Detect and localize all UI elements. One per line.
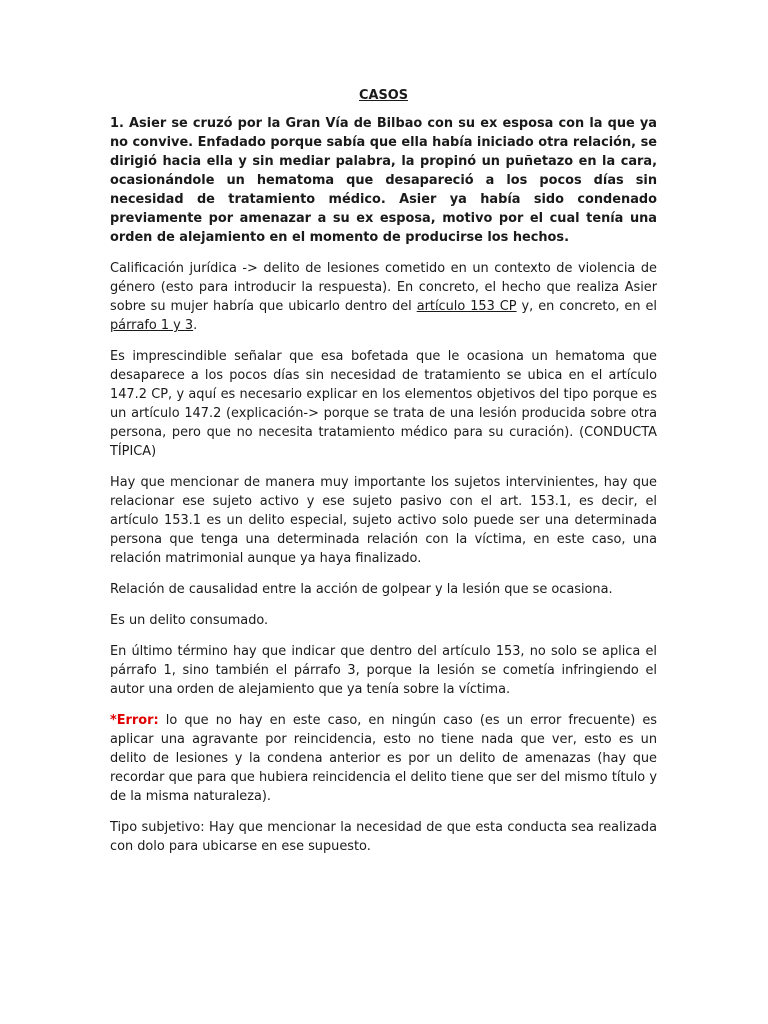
calificacion-text-1: Calificación jurídica -> delito de lesiones cometido en un contexto de violencia de género (esto para introducir la respuesta). En concreto, el hecho que realiza Asier sobre su mujer habría que ubicarlo dentro del: [110, 261, 657, 314]
sujetos-paragraph: Hay que mencionar de manera muy importante los sujetos intervinientes, hay que relacionar ese sujeto activo y ese sujeto pasivo con el art. 153.1, es decir, el artículo 153.1 es un delito especial, sujeto activo solo puede ser una determinada persona que tenga una determinada relación con la víctima, en este caso, una relación matrimonial aunque ya haya finalizado.: [110, 475, 657, 566]
calificacion-paragraph: [110, 259, 657, 335]
tipo-subjetivo-paragraph: Tipo subjetivo: Hay que mencionar la necesidad de que esta conducta sea realizada con dolo para ubicarse en ese supuesto.: [110, 820, 657, 854]
link-parrafo-1-y-3[interactable]: párrafo 1 y 3: [110, 318, 194, 333]
ultimo-termino-paragraph: En último término hay que indicar que dentro del artículo 153, no solo se aplica el párrafo 1, sino también el párrafo 3, porque la lesión se cometía infringiendo el autor una orden de alejamiento que ya tenía sobre la víctima.: [110, 644, 657, 697]
case-statement: 1. Asier se cruzó por la Gran Vía de Bilbao con su ex esposa con la que ya no convive. Enfadado porque sabía que ella había iniciado otra relación, se dirigió hacia ella y sin mediar palabra, la propinó un puñetazo en la cara, ocasionándole un hematoma que desapareció a los pocos días sin necesidad de tratamiento médico. Asier ya había sido condenado previamente por amenazar a su ex esposa, motivo por el cual tenía una orden de alejamiento en el momento de producirse los hechos.: [110, 116, 657, 245]
calificacion-text-2: y, en concreto, en el: [516, 299, 657, 314]
error-text: lo que no hay en este caso, en ningún caso (es un error frecuente) es aplicar una agravante por reincidencia, esto no tiene nada que ver, esto es un delito de lesiones y la condena anterior es por un delito de amenazas (hay que recordar que para que hubiera reincidencia el delito tiene que ser del mismo título y de la misma naturaleza).: [110, 713, 657, 804]
causalidad-paragraph: Relación de causalidad entre la acción de golpear y la lesión que se ocasiona.: [110, 582, 613, 597]
consumado-paragraph: Es un delito consumado.: [110, 613, 269, 628]
imprescindible-paragraph: Es imprescindible señalar que esa bofetada que le ocasiona un hematoma que desaparece a los pocos días sin necesidad de tratamiento se ubica en el artículo 147.2 CP, y aquí es necesario explicar en los elementos objetivos del tipo porque es un artículo 147.2 (explicación-> porque se trata de una lesión producida sobre otra persona, pero que no necesita tratamiento médico para su curación). (CONDUCTA TÍPICA): [110, 349, 657, 459]
document-title: CASOS: [359, 88, 408, 103]
document-page: [110, 86, 657, 868]
calificacion-text-3: .: [193, 318, 198, 333]
error-label: *Error:: [110, 713, 159, 728]
error-paragraph: [110, 711, 657, 806]
link-articulo-153[interactable]: artículo 153 CP: [416, 299, 517, 314]
